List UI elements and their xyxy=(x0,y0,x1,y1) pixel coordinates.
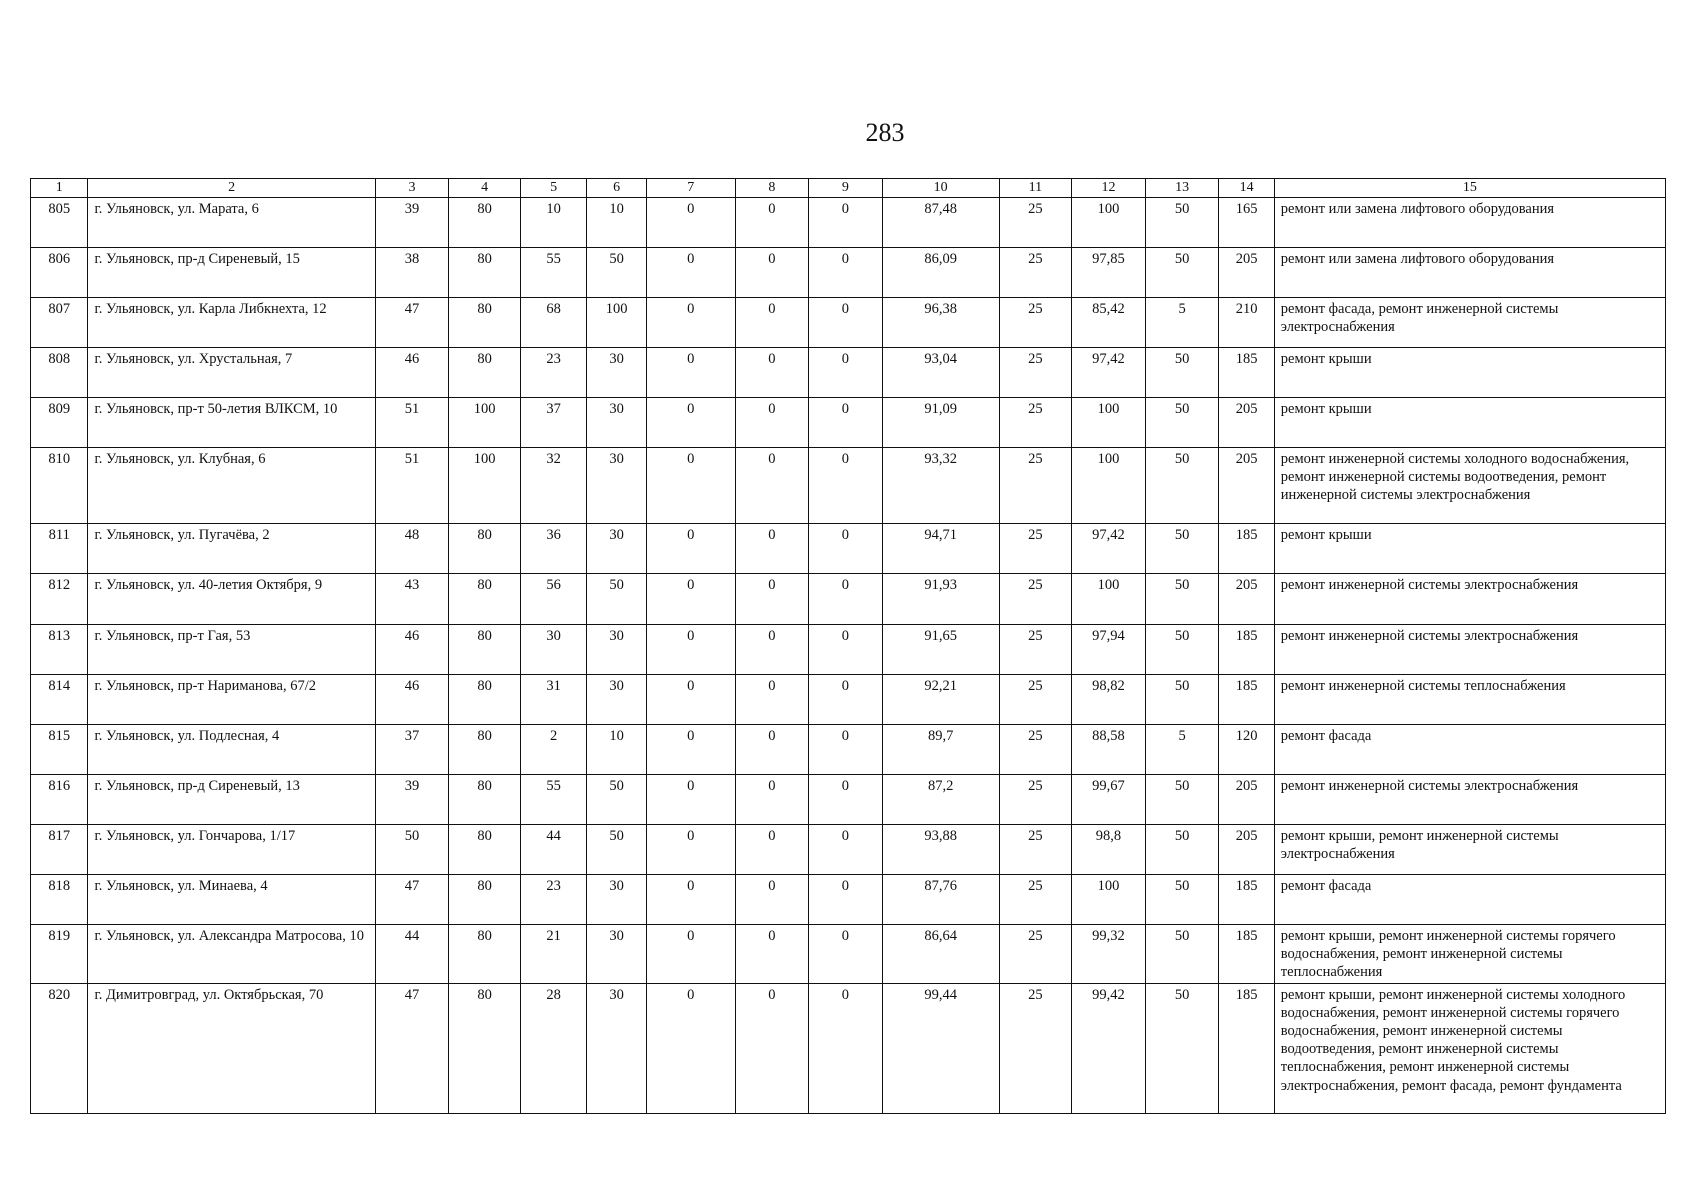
value-cell: 0 xyxy=(735,347,809,397)
work-type-cell: ремонт инженерной системы теплоснабжения xyxy=(1274,674,1665,724)
value-cell: 185 xyxy=(1219,924,1274,983)
value-cell: 0 xyxy=(809,774,883,824)
row-number: 805 xyxy=(31,197,88,247)
value-cell: 37 xyxy=(375,724,449,774)
value-cell: 50 xyxy=(587,573,646,624)
value-cell: 0 xyxy=(735,983,809,1113)
value-cell: 32 xyxy=(520,447,587,523)
table-row xyxy=(31,874,1666,924)
value-cell: 87,76 xyxy=(882,874,999,924)
column-header: 13 xyxy=(1145,179,1219,198)
value-cell: 50 xyxy=(1145,624,1219,674)
value-cell: 50 xyxy=(375,824,449,874)
page-number: 283 xyxy=(865,118,905,147)
value-cell: 0 xyxy=(809,983,883,1113)
value-cell: 80 xyxy=(449,247,521,297)
value-cell: 0 xyxy=(735,724,809,774)
row-number: 818 xyxy=(31,874,88,924)
value-cell: 0 xyxy=(735,824,809,874)
value-cell: 38 xyxy=(375,247,449,297)
value-cell: 30 xyxy=(587,674,646,724)
address-cell: г. Ульяновск, ул. Марата, 6 xyxy=(88,197,375,247)
value-cell: 0 xyxy=(735,774,809,824)
value-cell: 80 xyxy=(449,297,521,347)
address-cell: г. Ульяновск, пр-д Сиреневый, 15 xyxy=(88,247,375,297)
work-type-cell: ремонт инженерной системы холодного водоснабжения, ремонт инженерной системы водоотведения, ремонт инженерной системы электроснабжения xyxy=(1274,447,1665,523)
value-cell: 0 xyxy=(646,197,735,247)
table-body xyxy=(31,197,1666,1113)
value-cell: 50 xyxy=(1145,674,1219,724)
value-cell: 205 xyxy=(1219,774,1274,824)
value-cell: 5 xyxy=(1145,724,1219,774)
value-cell: 30 xyxy=(587,874,646,924)
address-cell: г. Ульяновск, ул. Пугачёва, 2 xyxy=(88,523,375,573)
value-cell: 51 xyxy=(375,397,449,447)
value-cell: 165 xyxy=(1219,197,1274,247)
value-cell: 0 xyxy=(735,197,809,247)
value-cell: 0 xyxy=(809,347,883,397)
value-cell: 86,09 xyxy=(882,247,999,297)
value-cell: 0 xyxy=(735,447,809,523)
value-cell: 30 xyxy=(587,624,646,674)
value-cell: 100 xyxy=(1072,447,1146,523)
column-header: 2 xyxy=(88,179,375,198)
value-cell: 30 xyxy=(587,397,646,447)
column-header: 5 xyxy=(520,179,587,198)
value-cell: 185 xyxy=(1219,674,1274,724)
value-cell: 0 xyxy=(809,724,883,774)
value-cell: 55 xyxy=(520,247,587,297)
value-cell: 97,85 xyxy=(1072,247,1146,297)
value-cell: 0 xyxy=(646,824,735,874)
value-cell: 0 xyxy=(735,874,809,924)
address-cell: г. Ульяновск, пр-т 50-летия ВЛКСМ, 10 xyxy=(88,397,375,447)
table-row xyxy=(31,824,1666,874)
value-cell: 97,94 xyxy=(1072,624,1146,674)
value-cell: 25 xyxy=(999,774,1072,824)
table-row xyxy=(31,297,1666,347)
data-table xyxy=(30,178,1666,1114)
value-cell: 93,04 xyxy=(882,347,999,397)
row-number: 806 xyxy=(31,247,88,297)
value-cell: 0 xyxy=(735,624,809,674)
value-cell: 0 xyxy=(809,397,883,447)
value-cell: 100 xyxy=(587,297,646,347)
value-cell: 2 xyxy=(520,724,587,774)
address-cell: г. Ульяновск, ул. Гончарова, 1/17 xyxy=(88,824,375,874)
value-cell: 80 xyxy=(449,347,521,397)
address-cell: г. Димитровград, ул. Октябрьская, 70 xyxy=(88,983,375,1113)
value-cell: 0 xyxy=(809,924,883,983)
value-cell: 50 xyxy=(1145,397,1219,447)
value-cell: 0 xyxy=(735,397,809,447)
value-cell: 99,32 xyxy=(1072,924,1146,983)
value-cell: 50 xyxy=(1145,247,1219,297)
table-row xyxy=(31,247,1666,297)
value-cell: 80 xyxy=(449,824,521,874)
column-header: 11 xyxy=(999,179,1072,198)
value-cell: 50 xyxy=(1145,197,1219,247)
value-cell: 30 xyxy=(587,983,646,1113)
value-cell: 85,42 xyxy=(1072,297,1146,347)
value-cell: 80 xyxy=(449,924,521,983)
table-row xyxy=(31,447,1666,523)
value-cell: 94,71 xyxy=(882,523,999,573)
work-type-cell: ремонт инженерной системы электроснабжения xyxy=(1274,624,1665,674)
value-cell: 91,93 xyxy=(882,573,999,624)
row-number: 819 xyxy=(31,924,88,983)
value-cell: 25 xyxy=(999,447,1072,523)
row-number: 814 xyxy=(31,674,88,724)
value-cell: 100 xyxy=(449,447,521,523)
row-number: 816 xyxy=(31,774,88,824)
value-cell: 37 xyxy=(520,397,587,447)
value-cell: 87,48 xyxy=(882,197,999,247)
value-cell: 98,8 xyxy=(1072,824,1146,874)
work-type-cell: ремонт фасада xyxy=(1274,724,1665,774)
table-row xyxy=(31,674,1666,724)
value-cell: 0 xyxy=(646,624,735,674)
value-cell: 30 xyxy=(520,624,587,674)
value-cell: 50 xyxy=(1145,573,1219,624)
value-cell: 55 xyxy=(520,774,587,824)
value-cell: 0 xyxy=(646,297,735,347)
work-type-cell: ремонт крыши, ремонт инженерной системы холодного водоснабжения, ремонт инженерной системы горячего водоснабжения, ремонт инженерной системы водоотведения, ремонт инженерной системы теплоснабжения, ремонт инженерной системы электроснабжения, ремонт фасада, ремонт фундамента xyxy=(1274,983,1665,1113)
value-cell: 46 xyxy=(375,624,449,674)
value-cell: 50 xyxy=(1145,874,1219,924)
value-cell: 80 xyxy=(449,724,521,774)
value-cell: 0 xyxy=(646,774,735,824)
column-header: 3 xyxy=(375,179,449,198)
value-cell: 5 xyxy=(1145,297,1219,347)
value-cell: 10 xyxy=(587,197,646,247)
value-cell: 80 xyxy=(449,774,521,824)
value-cell: 25 xyxy=(999,983,1072,1113)
column-header: 15 xyxy=(1274,179,1665,198)
value-cell: 91,65 xyxy=(882,624,999,674)
value-cell: 0 xyxy=(735,247,809,297)
column-header: 10 xyxy=(882,179,999,198)
value-cell: 43 xyxy=(375,573,449,624)
value-cell: 48 xyxy=(375,523,449,573)
address-cell: г. Ульяновск, пр-т Гая, 53 xyxy=(88,624,375,674)
work-type-cell: ремонт или замена лифтового оборудования xyxy=(1274,247,1665,297)
value-cell: 56 xyxy=(520,573,587,624)
value-cell: 39 xyxy=(375,197,449,247)
value-cell: 30 xyxy=(587,523,646,573)
address-cell: г. Ульяновск, пр-д Сиреневый, 13 xyxy=(88,774,375,824)
value-cell: 0 xyxy=(646,447,735,523)
value-cell: 47 xyxy=(375,983,449,1113)
value-cell: 0 xyxy=(735,674,809,724)
value-cell: 25 xyxy=(999,824,1072,874)
value-cell: 10 xyxy=(520,197,587,247)
table-row xyxy=(31,397,1666,447)
value-cell: 210 xyxy=(1219,297,1274,347)
address-cell: г. Ульяновск, ул. Александра Матросова, 10 xyxy=(88,924,375,983)
value-cell: 25 xyxy=(999,197,1072,247)
value-cell: 25 xyxy=(999,924,1072,983)
value-cell: 0 xyxy=(646,573,735,624)
row-number: 810 xyxy=(31,447,88,523)
value-cell: 98,82 xyxy=(1072,674,1146,724)
value-cell: 205 xyxy=(1219,824,1274,874)
work-type-cell: ремонт фасада xyxy=(1274,874,1665,924)
value-cell: 93,88 xyxy=(882,824,999,874)
value-cell: 205 xyxy=(1219,573,1274,624)
work-type-cell: ремонт крыши, ремонт инженерной системы электроснабжения xyxy=(1274,824,1665,874)
value-cell: 50 xyxy=(1145,523,1219,573)
value-cell: 205 xyxy=(1219,397,1274,447)
value-cell: 30 xyxy=(587,924,646,983)
value-cell: 100 xyxy=(1072,874,1146,924)
column-header: 6 xyxy=(587,179,646,198)
value-cell: 97,42 xyxy=(1072,347,1146,397)
value-cell: 50 xyxy=(1145,983,1219,1113)
value-cell: 93,32 xyxy=(882,447,999,523)
address-cell: г. Ульяновск, ул. 40-летия Октября, 9 xyxy=(88,573,375,624)
value-cell: 25 xyxy=(999,573,1072,624)
value-cell: 50 xyxy=(587,247,646,297)
column-header: 4 xyxy=(449,179,521,198)
address-cell: г. Ульяновск, ул. Хрустальная, 7 xyxy=(88,347,375,397)
value-cell: 0 xyxy=(735,573,809,624)
value-cell: 92,21 xyxy=(882,674,999,724)
value-cell: 0 xyxy=(735,523,809,573)
value-cell: 185 xyxy=(1219,983,1274,1113)
row-number: 808 xyxy=(31,347,88,397)
table-row xyxy=(31,624,1666,674)
address-cell: г. Ульяновск, ул. Подлесная, 4 xyxy=(88,724,375,774)
value-cell: 36 xyxy=(520,523,587,573)
value-cell: 44 xyxy=(520,824,587,874)
work-type-cell: ремонт крыши xyxy=(1274,347,1665,397)
column-header: 8 xyxy=(735,179,809,198)
value-cell: 23 xyxy=(520,347,587,397)
value-cell: 80 xyxy=(449,674,521,724)
table-row xyxy=(31,197,1666,247)
table-row xyxy=(31,724,1666,774)
column-header: 7 xyxy=(646,179,735,198)
value-cell: 0 xyxy=(646,247,735,297)
value-cell: 31 xyxy=(520,674,587,724)
row-number: 815 xyxy=(31,724,88,774)
value-cell: 30 xyxy=(587,447,646,523)
value-cell: 0 xyxy=(809,197,883,247)
value-cell: 25 xyxy=(999,523,1072,573)
column-header: 14 xyxy=(1219,179,1274,198)
value-cell: 97,42 xyxy=(1072,523,1146,573)
row-number: 812 xyxy=(31,573,88,624)
value-cell: 80 xyxy=(449,523,521,573)
work-type-cell: ремонт инженерной системы электроснабжения xyxy=(1274,774,1665,824)
table-row xyxy=(31,523,1666,573)
value-cell: 51 xyxy=(375,447,449,523)
value-cell: 0 xyxy=(809,624,883,674)
value-cell: 0 xyxy=(809,297,883,347)
value-cell: 50 xyxy=(1145,347,1219,397)
value-cell: 80 xyxy=(449,624,521,674)
value-cell: 185 xyxy=(1219,624,1274,674)
value-cell: 100 xyxy=(1072,397,1146,447)
value-cell: 47 xyxy=(375,874,449,924)
value-cell: 86,64 xyxy=(882,924,999,983)
value-cell: 89,7 xyxy=(882,724,999,774)
column-header: 1 xyxy=(31,179,88,198)
value-cell: 205 xyxy=(1219,447,1274,523)
value-cell: 87,2 xyxy=(882,774,999,824)
value-cell: 10 xyxy=(587,724,646,774)
value-cell: 0 xyxy=(735,924,809,983)
row-number: 807 xyxy=(31,297,88,347)
value-cell: 99,67 xyxy=(1072,774,1146,824)
value-cell: 80 xyxy=(449,983,521,1113)
address-cell: г. Ульяновск, ул. Клубная, 6 xyxy=(88,447,375,523)
value-cell: 25 xyxy=(999,724,1072,774)
address-cell: г. Ульяновск, ул. Карла Либкнехта, 12 xyxy=(88,297,375,347)
row-number: 820 xyxy=(31,983,88,1113)
row-number: 809 xyxy=(31,397,88,447)
work-type-cell: ремонт инженерной системы электроснабжения xyxy=(1274,573,1665,624)
value-cell: 25 xyxy=(999,297,1072,347)
value-cell: 0 xyxy=(809,874,883,924)
value-cell: 50 xyxy=(587,774,646,824)
value-cell: 25 xyxy=(999,624,1072,674)
address-cell: г. Ульяновск, ул. Минаева, 4 xyxy=(88,874,375,924)
value-cell: 25 xyxy=(999,397,1072,447)
value-cell: 0 xyxy=(809,523,883,573)
value-cell: 0 xyxy=(809,824,883,874)
value-cell: 0 xyxy=(646,983,735,1113)
value-cell: 46 xyxy=(375,347,449,397)
value-cell: 68 xyxy=(520,297,587,347)
value-cell: 0 xyxy=(809,447,883,523)
work-type-cell: ремонт или замена лифтового оборудования xyxy=(1274,197,1665,247)
table-row xyxy=(31,573,1666,624)
value-cell: 91,09 xyxy=(882,397,999,447)
value-cell: 0 xyxy=(809,674,883,724)
value-cell: 0 xyxy=(646,674,735,724)
value-cell: 0 xyxy=(809,573,883,624)
value-cell: 39 xyxy=(375,774,449,824)
address-cell: г. Ульяновск, пр-т Нариманова, 67/2 xyxy=(88,674,375,724)
value-cell: 50 xyxy=(587,824,646,874)
column-header: 12 xyxy=(1072,179,1146,198)
value-cell: 25 xyxy=(999,347,1072,397)
value-cell: 100 xyxy=(1072,197,1146,247)
value-cell: 50 xyxy=(1145,824,1219,874)
table-row xyxy=(31,924,1666,983)
table-row xyxy=(31,983,1666,1113)
value-cell: 25 xyxy=(999,674,1072,724)
row-number: 817 xyxy=(31,824,88,874)
value-cell: 0 xyxy=(646,724,735,774)
work-type-cell: ремонт крыши, ремонт инженерной системы горячего водоснабжения, ремонт инженерной системы теплоснабжения xyxy=(1274,924,1665,983)
value-cell: 0 xyxy=(646,924,735,983)
value-cell: 0 xyxy=(646,523,735,573)
value-cell: 50 xyxy=(1145,924,1219,983)
value-cell: 185 xyxy=(1219,347,1274,397)
value-cell: 0 xyxy=(809,247,883,297)
value-cell: 88,58 xyxy=(1072,724,1146,774)
value-cell: 30 xyxy=(587,347,646,397)
value-cell: 50 xyxy=(1145,774,1219,824)
table-container xyxy=(30,178,1666,1114)
value-cell: 185 xyxy=(1219,523,1274,573)
value-cell: 0 xyxy=(646,347,735,397)
value-cell: 0 xyxy=(646,397,735,447)
value-cell: 44 xyxy=(375,924,449,983)
table-row xyxy=(31,347,1666,397)
column-header: 9 xyxy=(809,179,883,198)
value-cell: 120 xyxy=(1219,724,1274,774)
table-row xyxy=(31,774,1666,824)
work-type-cell: ремонт крыши xyxy=(1274,523,1665,573)
value-cell: 47 xyxy=(375,297,449,347)
value-cell: 80 xyxy=(449,573,521,624)
value-cell: 50 xyxy=(1145,447,1219,523)
value-cell: 80 xyxy=(449,874,521,924)
value-cell: 100 xyxy=(449,397,521,447)
value-cell: 46 xyxy=(375,674,449,724)
row-number: 813 xyxy=(31,624,88,674)
value-cell: 205 xyxy=(1219,247,1274,297)
value-cell: 23 xyxy=(520,874,587,924)
value-cell: 99,44 xyxy=(882,983,999,1113)
value-cell: 21 xyxy=(520,924,587,983)
row-number: 811 xyxy=(31,523,88,573)
value-cell: 0 xyxy=(735,297,809,347)
header-row xyxy=(31,179,1666,198)
value-cell: 25 xyxy=(999,247,1072,297)
work-type-cell: ремонт фасада, ремонт инженерной системы электроснабжения xyxy=(1274,297,1665,347)
value-cell: 100 xyxy=(1072,573,1146,624)
work-type-cell: ремонт крыши xyxy=(1274,397,1665,447)
value-cell: 25 xyxy=(999,874,1072,924)
value-cell: 99,42 xyxy=(1072,983,1146,1113)
value-cell: 80 xyxy=(449,197,521,247)
value-cell: 96,38 xyxy=(882,297,999,347)
value-cell: 185 xyxy=(1219,874,1274,924)
value-cell: 28 xyxy=(520,983,587,1113)
value-cell: 0 xyxy=(646,874,735,924)
